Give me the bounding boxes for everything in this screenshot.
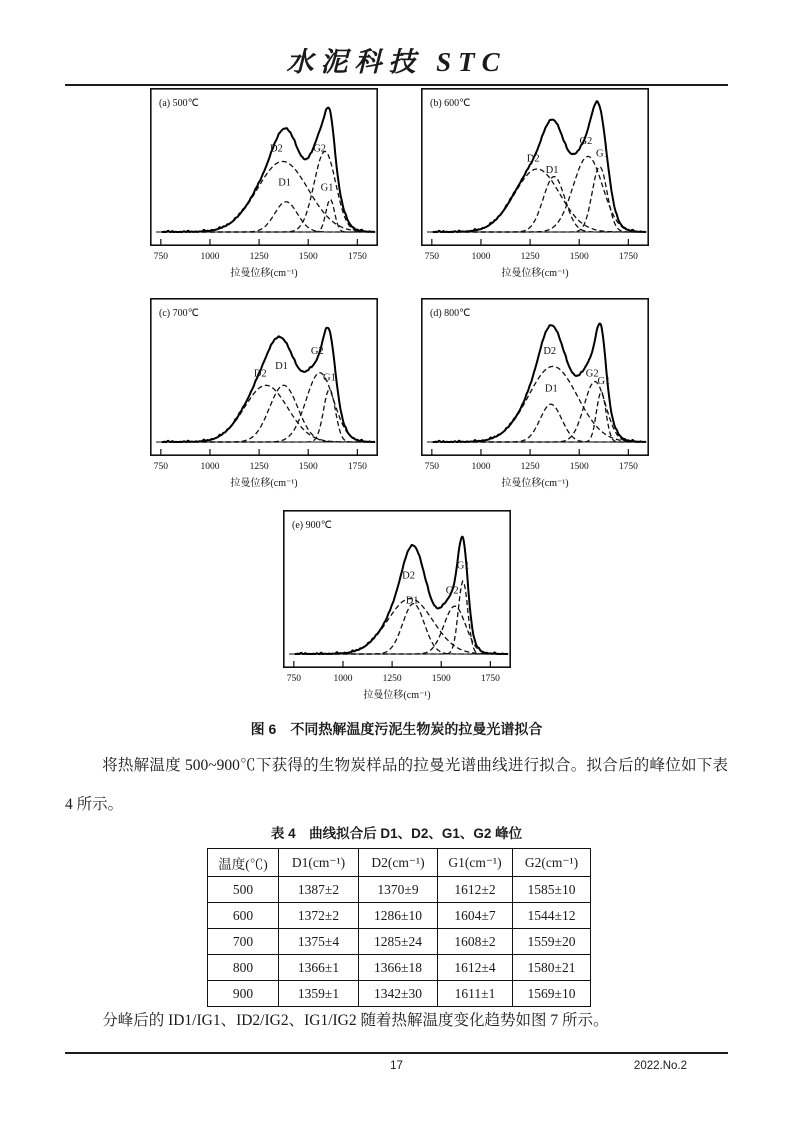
table-cell: 500 (208, 877, 279, 903)
band-label-d1: D1 (405, 595, 419, 607)
table-cell: 1359±1 (279, 981, 359, 1007)
svg-text:1750: 1750 (618, 252, 638, 262)
svg-text:750: 750 (153, 462, 168, 472)
journal-title: 水泥科技 STC (286, 47, 507, 77)
column-header: G2(cm⁻¹) (513, 849, 591, 877)
svg-text:拉曼位移(cm⁻¹): 拉曼位移(cm⁻¹) (230, 268, 298, 279)
band-label-g1: G1 (595, 148, 609, 160)
svg-text:1250: 1250 (249, 462, 269, 472)
body-paragraph-2: 分峰后的 ID1/IG1、ID2/IG2、IG1/IG2 随着热解温度变化趋势如图 7 所示。 (102, 1012, 609, 1029)
band-label-d1: D1 (278, 177, 292, 189)
column-header: D1(cm⁻¹) (279, 849, 359, 877)
header-rule (65, 84, 728, 86)
band-label-d1: D1 (545, 164, 559, 176)
raman-chart-e-900c (283, 510, 511, 708)
raman-chart-a-500c (150, 88, 378, 286)
svg-text:(c) 700℃: (c) 700℃ (159, 308, 199, 319)
raman-chart-b-600c (421, 88, 649, 286)
svg-text:1250: 1250 (520, 252, 540, 262)
table-cell: 600 (208, 903, 279, 929)
raman-chart-c-700c (150, 298, 378, 496)
table-row (208, 929, 591, 955)
band-label-g2: G2 (579, 135, 593, 147)
svg-text:拉曼位移(cm⁻¹): 拉曼位移(cm⁻¹) (501, 268, 569, 279)
table-cell: 1612±2 (438, 877, 513, 903)
table-cell: 1342±30 (359, 981, 438, 1007)
column-header: D2(cm⁻¹) (359, 849, 438, 877)
svg-text:1500: 1500 (569, 462, 589, 472)
table-cell: 1375±4 (279, 929, 359, 955)
table-cell: 1608±2 (438, 929, 513, 955)
table-cell: 1569±10 (513, 981, 591, 1007)
band-label-d2: D2 (269, 143, 283, 155)
raman-panel-c-700c (150, 298, 378, 496)
band-label-g1: G1 (597, 376, 611, 388)
band-label-d1: D1 (544, 383, 558, 395)
raman-panel-e-900c (283, 510, 511, 708)
raman-panel-b-600c (421, 88, 649, 286)
band-label-g2: G2 (310, 345, 324, 357)
svg-text:拉曼位移(cm⁻¹): 拉曼位移(cm⁻¹) (230, 478, 298, 489)
svg-text:1250: 1250 (382, 674, 402, 684)
svg-text:1500: 1500 (431, 674, 451, 684)
table-cell: 1286±10 (359, 903, 438, 929)
band-label-d2: D2 (543, 345, 557, 357)
svg-text:750: 750 (286, 674, 301, 684)
band-label-g2: G2 (585, 368, 599, 380)
table-row (208, 981, 591, 1007)
table-cell: 1366±18 (359, 955, 438, 981)
svg-text:1000: 1000 (471, 462, 491, 472)
table-cell: 900 (208, 981, 279, 1007)
svg-text:750: 750 (424, 252, 439, 262)
table-title: 表 4 曲线拟合后 D1、D2、G1、G2 峰位 (270, 826, 523, 841)
figure-caption: 图 6 不同热解温度污泥生物炭的拉曼光谱拟合 (250, 721, 543, 737)
table-cell: 1585±10 (513, 877, 591, 903)
band-label-d2: D2 (526, 153, 540, 165)
band-label-g2: G2 (445, 585, 459, 597)
svg-text:(e) 900℃: (e) 900℃ (292, 520, 332, 531)
svg-text:1250: 1250 (520, 462, 540, 472)
table-cell: 1580±21 (513, 955, 591, 981)
svg-text:(d) 800℃: (d) 800℃ (430, 308, 471, 319)
peak-position-table (207, 848, 591, 1007)
table-cell: 1285±24 (359, 929, 438, 955)
svg-text:1000: 1000 (471, 252, 491, 262)
band-label-d2: D2 (253, 368, 267, 380)
table-cell: 1366±1 (279, 955, 359, 981)
table-cell: 1611±1 (438, 981, 513, 1007)
table-row (208, 903, 591, 929)
svg-text:1500: 1500 (569, 252, 589, 262)
footer-rule (65, 1052, 728, 1054)
band-label-g1: G1 (320, 182, 334, 194)
table-cell: 800 (208, 955, 279, 981)
svg-text:1250: 1250 (249, 252, 269, 262)
table-cell: 1387±2 (279, 877, 359, 903)
svg-text:1750: 1750 (347, 252, 367, 262)
svg-text:拉曼位移(cm⁻¹): 拉曼位移(cm⁻¹) (363, 690, 431, 701)
issue-label: 2022.No.2 (633, 1060, 687, 1072)
band-label-d2: D2 (402, 570, 416, 582)
table-row (208, 877, 591, 903)
band-label-g1: G1 (456, 560, 470, 572)
svg-text:1750: 1750 (347, 462, 367, 472)
svg-text:750: 750 (153, 252, 168, 262)
table-cell: 700 (208, 929, 279, 955)
table-cell: 1544±12 (513, 903, 591, 929)
svg-text:拉曼位移(cm⁻¹): 拉曼位移(cm⁻¹) (501, 478, 569, 489)
band-label-d1: D1 (275, 360, 288, 372)
svg-text:1000: 1000 (200, 462, 220, 472)
svg-text:1000: 1000 (200, 252, 220, 262)
band-label-g1: G1 (323, 372, 336, 384)
svg-text:1500: 1500 (298, 462, 318, 472)
table-cell: 1612±4 (438, 955, 513, 981)
raman-panel-d-800c (421, 298, 649, 496)
svg-text:(b) 600℃: (b) 600℃ (430, 98, 471, 109)
table-header-row (208, 849, 591, 877)
column-header: 温度(℃) (208, 849, 279, 877)
table-cell: 1604±7 (438, 903, 513, 929)
raman-panel-a-500c (150, 88, 378, 286)
svg-text:1750: 1750 (480, 674, 500, 684)
raman-chart-d-800c (421, 298, 649, 496)
svg-text:1750: 1750 (618, 462, 638, 472)
svg-text:1500: 1500 (298, 252, 318, 262)
band-label-g2: G2 (313, 143, 327, 155)
svg-text:750: 750 (424, 462, 439, 472)
table-cell: 1372±2 (279, 903, 359, 929)
column-header: G1(cm⁻¹) (438, 849, 513, 877)
svg-text:1000: 1000 (333, 674, 353, 684)
body-paragraph-1: 将热解温度 500~900℃下获得的生物炭样品的拉曼光谱曲线进行拟合。拟合后的峰位如下表 4 所示。 (65, 757, 728, 813)
page-number: 17 (390, 1060, 403, 1072)
svg-text:(a) 500℃: (a) 500℃ (159, 98, 199, 109)
table-row (208, 955, 591, 981)
table-cell: 1370±9 (359, 877, 438, 903)
table-cell: 1559±20 (513, 929, 591, 955)
